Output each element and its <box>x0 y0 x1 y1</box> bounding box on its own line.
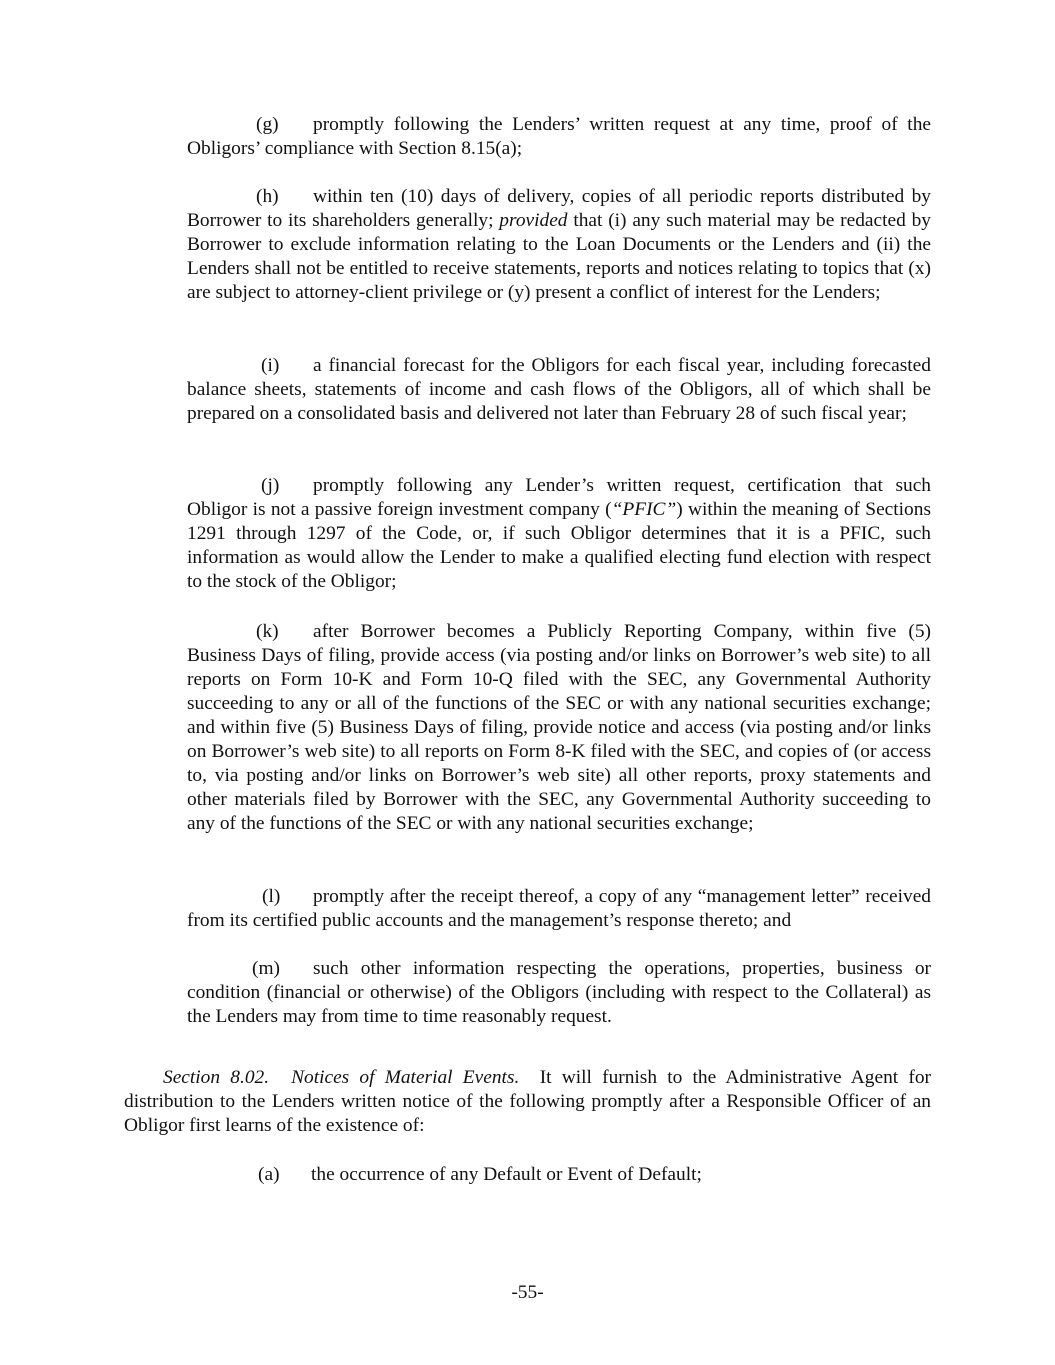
item-l-text: promptly after the receipt thereof, a copy of any “management letter” received from its certified public accounts and the management’s response thereto; and <box>187 886 931 931</box>
item-m-label: (m) <box>252 958 280 979</box>
item-k-text: after Borrower becomes a Publicly Reporting Company, within five (5) Business Days of filing, provide access (via posting and/or links on Borrower’s web site) to all reports on Form 10-K and Form 10-Q filed with the SEC, any Governmental Authority succeeding to any or all of the functions of the SEC or with any national securities exchange; and within five (5) Business Days of filing, provide notice and access (via posting and/or links on Borrower’s web site) to all reports on Form 8-K filed with the SEC, and copies of (or access to, via posting and/or links on Borrower’s web site) all other reports, proxy statements and other materials filed by Borrower with the SEC, any Governmental Authority succeeding to any of the functions of the SEC or with any national securities exchange; <box>187 621 931 834</box>
item-h <box>187 185 931 305</box>
item-i-text: a financial forecast for the Obligors for each fiscal year, including forecasted balance sheets, statements of income and cash flows of the Obligors, all of which shall be prepared on a consolidated basis and delivered not later than February 28 of such fiscal year; <box>187 355 931 424</box>
subitem-a-text: the occurrence of any Default or Event of Default; <box>311 1164 702 1185</box>
item-i-label: (i) <box>261 355 280 376</box>
item-l-label: (l) <box>262 886 281 907</box>
item-i <box>187 354 931 426</box>
item-h-label: (h) <box>256 186 279 207</box>
item-k-label: (k) <box>256 621 279 642</box>
item-m-text: such other information respecting the operations, properties, business or condition (financial or otherwise) of the Obligors (including with respect to the Collateral) as the Lenders may from time to time reasonably request. <box>187 958 931 1027</box>
item-h-text-a: within ten (10) days of delivery, copies of all periodic reports distributed by Borrower to its shareholders generally; <box>187 186 931 231</box>
subitem-a-label: (a) <box>258 1164 280 1185</box>
item-m <box>187 957 931 1029</box>
item-h-text-b: that (i) any such material may be redacted by Borrower to exclude information relating to the Loan Documents or the Lenders and (ii) the Lenders shall not be entitled to receive statements, reports and notices relating to topics that (x) are subject to attorney-client privilege or (y) present a conflict of interest for the Lenders; <box>187 210 932 303</box>
subitem-a <box>258 1163 702 1187</box>
item-g-label: (g) <box>256 114 279 135</box>
item-l <box>187 885 931 933</box>
section-title: Notices of Material Events. <box>291 1067 520 1088</box>
item-j <box>187 474 931 594</box>
item-g <box>187 113 931 161</box>
section-number: Section 8.02. <box>163 1067 270 1088</box>
item-j-text-a: promptly following any Lender’s written request, certification that such Obligor is not a passive foreign investment company ( <box>187 475 931 520</box>
item-j-text-italic: “PFIC” <box>611 499 677 520</box>
section-text: It will furnish to the Administrative Agent for distribution to the Lenders written notice of the following promptly after a Responsible Officer of an Obligor first learns of the existence of: <box>124 1067 931 1136</box>
item-h-text-italic: provided <box>499 210 568 231</box>
section-8-02 <box>124 1066 931 1138</box>
item-k <box>187 620 931 836</box>
page-number: -55- <box>511 1282 544 1303</box>
item-g-text: promptly following the Lenders’ written request at any time, proof of the Obligors’ compliance with Section 8.15(a); <box>187 114 931 159</box>
item-j-label: (j) <box>261 475 280 496</box>
item-j-text-b: ) within the meaning of Sections 1291 through 1297 of the Code, or, if such Obligor determines that it is a PFIC, such information as would allow the Lender to make a qualified electing fund election with respect to the stock of the Obligor; <box>187 499 931 592</box>
